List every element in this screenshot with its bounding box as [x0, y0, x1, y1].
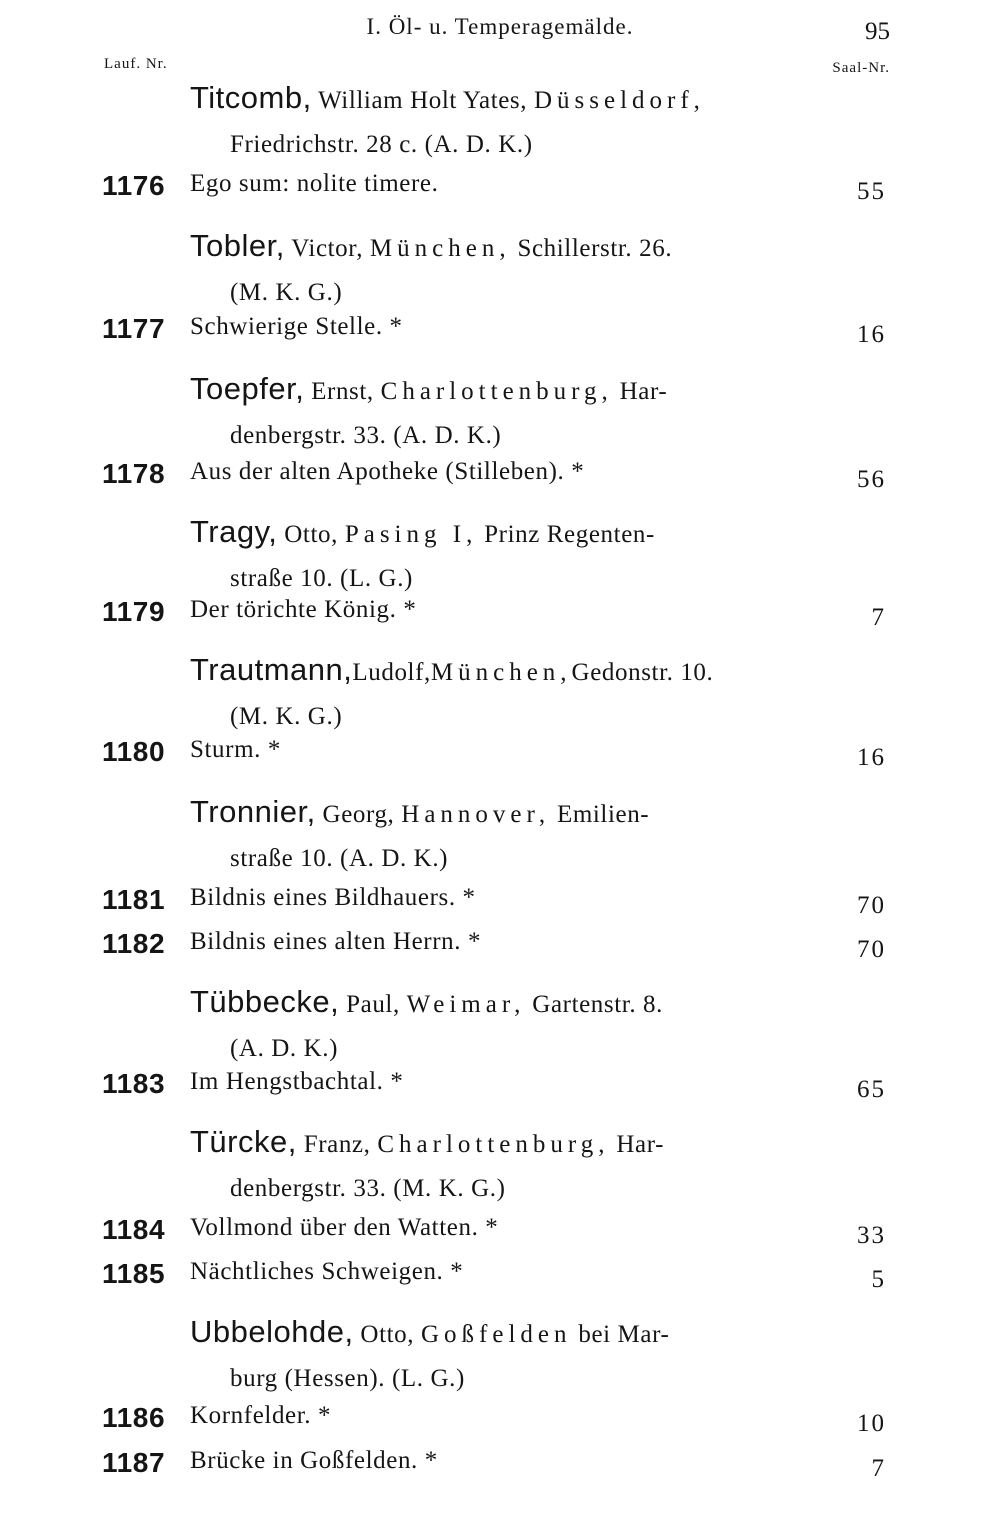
work-title: Ego sum: nolite timere. [190, 170, 439, 197]
artist-address-continued: denbergstr. 33. (A. D. K.) [230, 422, 502, 449]
work-number: 1177 [102, 313, 166, 344]
room-number: 7 [871, 604, 886, 631]
artist-address: bei Mar- [571, 1321, 670, 1348]
artist-city: Pasing I, [344, 521, 478, 548]
work-title: Nächtliches Schweigen. * [190, 1258, 464, 1285]
artist-first-name: Ernst, [304, 378, 381, 405]
room-number: 70 [857, 892, 886, 919]
artist-entry [190, 1120, 840, 1211]
artist-name: Trautmann, [190, 652, 353, 687]
artist-line [190, 794, 650, 829]
artist-address-continued: denbergstr. 33. (M. K. G.) [230, 1175, 506, 1202]
artist-address: Schillerstr. 26. [510, 235, 673, 262]
room-number: 33 [857, 1222, 886, 1249]
artist-first-name: Ludolf, [352, 659, 431, 686]
work-title: Aus der alten Apotheke (Stilleben). * [190, 458, 585, 485]
artist-address-continued: Friedrichstr. 28 c. (A. D. K.) [230, 131, 533, 158]
room-number: 55 [857, 178, 886, 205]
artist-city: München, [430, 659, 572, 686]
work-row [0, 928, 1000, 972]
artist-entry [190, 648, 840, 739]
artist-city: München, [369, 235, 511, 262]
page-number: 95 [865, 18, 890, 45]
artist-address: Har- [612, 378, 668, 405]
artist-address: Emilien- [550, 801, 650, 828]
artist-address: Gedonstr. 10. [571, 659, 714, 686]
work-row [0, 736, 1000, 780]
work-title: Im Hengstbachtal. * [190, 1068, 404, 1095]
artist-address: Prinz Regenten- [477, 521, 655, 548]
artist-address: Har- [609, 1131, 665, 1158]
work-number: 1186 [102, 1402, 166, 1433]
artist-entry [190, 510, 840, 601]
work-number: 1183 [102, 1068, 166, 1099]
artist-name: Tragy, [190, 514, 278, 549]
artist-line [190, 514, 655, 549]
artist-first-name: Otto, [277, 521, 345, 548]
artist-city: Düsseldorf, [533, 87, 705, 114]
artist-first-name: William Holt Yates, [311, 87, 534, 114]
work-number: 1179 [102, 596, 166, 627]
artist-address-continued: (M. K. G.) [230, 279, 343, 306]
artist-first-name: Victor, [284, 235, 370, 262]
work-row [0, 1258, 1000, 1302]
artist-name: Tobler, [190, 228, 285, 263]
work-row [0, 1068, 1000, 1112]
artist-line [190, 1124, 665, 1159]
artist-name: Türcke, [190, 1124, 297, 1159]
work-number: 1176 [102, 170, 166, 201]
work-number: 1182 [102, 928, 166, 959]
work-title: Schwierige Stelle. * [190, 313, 403, 340]
running-head: I. Öl- u. Temperagemälde. [366, 14, 634, 39]
room-number: 5 [871, 1266, 886, 1293]
artist-first-name: Otto, [353, 1321, 421, 1348]
artist-name: Toepfer, [190, 371, 305, 406]
artist-name: Tronnier, [190, 794, 316, 829]
work-number: 1185 [102, 1258, 166, 1289]
artist-line [190, 371, 668, 406]
artist-first-name: Franz, [296, 1131, 378, 1158]
work-number: 1184 [102, 1214, 166, 1245]
artist-city: Goßfelden [420, 1321, 572, 1348]
work-number: 1187 [102, 1447, 166, 1478]
artist-line [190, 1314, 670, 1349]
artist-line [190, 80, 705, 115]
room-number: 7 [871, 1455, 886, 1482]
artist-address-continued: burg (Hessen). (L. G.) [230, 1365, 465, 1392]
artist-entry [190, 367, 840, 458]
work-row [0, 458, 1000, 502]
room-number: 16 [857, 321, 886, 348]
artist-entry [190, 790, 840, 881]
room-number: 70 [857, 936, 886, 963]
work-title: Sturm. * [190, 736, 281, 763]
room-number: 56 [857, 466, 886, 493]
artist-city: Hannover, [401, 801, 551, 828]
work-title: Kornfelder. * [190, 1402, 332, 1429]
room-number: 16 [857, 744, 886, 771]
artist-address: Gartenstr. 8. [525, 991, 663, 1018]
artist-city: Weimar, [406, 991, 526, 1018]
column-label-running-number: Lauf. Nr. [104, 56, 168, 72]
work-row [0, 1402, 1000, 1446]
work-number: 1178 [102, 458, 166, 489]
column-label-room-number: Saal-Nr. [832, 60, 890, 76]
artist-city: Charlottenburg, [380, 378, 613, 405]
artist-entry [190, 224, 840, 315]
work-title: Der törichte König. * [190, 596, 417, 623]
work-row [0, 170, 1000, 214]
work-number: 1180 [102, 736, 166, 767]
work-row [0, 884, 1000, 928]
artist-line [190, 984, 663, 1019]
artist-address-continued: straße 10. (L. G.) [230, 565, 413, 592]
work-title: Bildnis eines alten Herrn. * [190, 928, 482, 955]
artist-entry [190, 980, 840, 1071]
artist-first-name: Georg, [315, 801, 402, 828]
artist-line [190, 652, 714, 687]
artist-address-continued: (M. K. G.) [230, 703, 343, 730]
work-title: Vollmond über den Watten. * [190, 1214, 499, 1241]
artist-first-name: Paul, [339, 991, 407, 1018]
artist-entry [190, 1310, 840, 1401]
artist-name: Tübbecke, [190, 984, 340, 1019]
room-number: 10 [857, 1410, 886, 1437]
artist-entry [190, 76, 840, 167]
work-row [0, 1447, 1000, 1491]
work-row [0, 596, 1000, 640]
artist-line [190, 228, 673, 263]
artist-address-continued: straße 10. (A. D. K.) [230, 845, 449, 872]
artist-address-continued: (A. D. K.) [230, 1035, 339, 1062]
work-title: Bildnis eines Bildhauers. * [190, 884, 476, 911]
room-number: 65 [857, 1076, 886, 1103]
work-title: Brücke in Goßfelden. * [190, 1447, 438, 1474]
work-row [0, 1214, 1000, 1258]
artist-city: Charlottenburg, [377, 1131, 610, 1158]
work-number: 1181 [102, 884, 166, 915]
artist-name: Titcomb, [190, 80, 312, 115]
artist-name: Ubbelohde, [190, 1314, 354, 1349]
work-row [0, 313, 1000, 357]
